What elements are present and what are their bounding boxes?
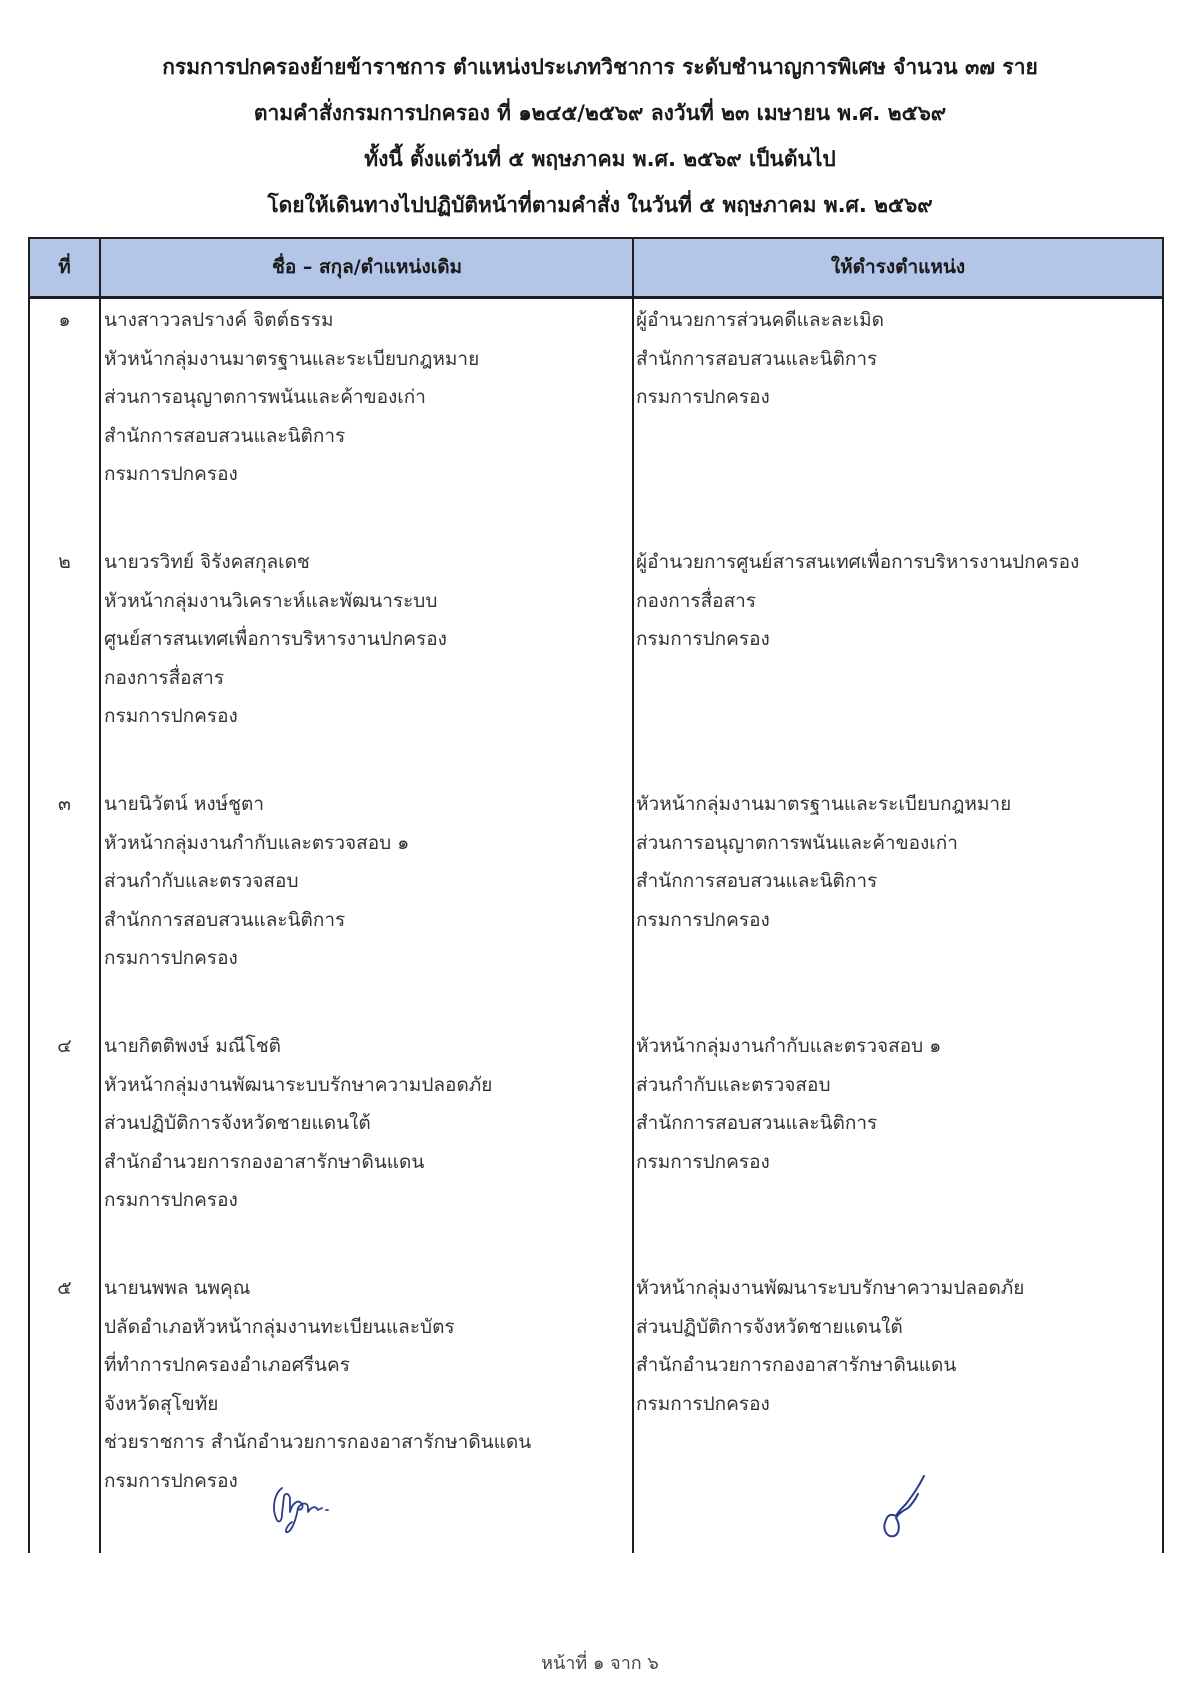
row-number: ๓ (58, 793, 71, 815)
old-position-line: สำนักอำนวยการกองอาสารักษาดินแดน (104, 1150, 425, 1173)
old-position-line: ช่วยราชการ สำนักอำนวยการกองอาสารักษาดินแดน (104, 1431, 532, 1453)
person-name: นายนพพล นพคุณ (104, 1277, 251, 1299)
person-name: นางสาววลปรางค์ จิตต์ธรรม (104, 309, 334, 331)
old-position-line: ส่วนการอนุญาตการพนันและค้าของเก่า (104, 386, 426, 408)
old-position-line: หัวหน้ากลุ่มงานพัฒนาระบบรักษาความปลอดภัย (104, 1073, 493, 1096)
new-position-line: กองการสื่อสาร (636, 589, 757, 612)
new-position-line: หัวหน้ากลุ่มงานกำกับและตรวจสอบ ๑ (636, 1035, 942, 1057)
person-name: นายนิวัตน์ หงษ์ชูตา (104, 793, 265, 815)
new-position-cell (636, 783, 1011, 939)
heading-line-1: กรมการปกครองย้ายข้าราชการ ตำแหน่งประเภทวิชาการ ระดับชำนาญการพิเศษ จำนวน ๓๗ ราย (162, 55, 1038, 79)
old-position-line: กรมการปกครอง (104, 1469, 238, 1492)
new-position-line: ผู้อำนวยการส่วนคดีและละเมิด (636, 309, 884, 331)
new-position-cell (636, 1267, 1024, 1423)
new-position-line: สำนักการสอบสวนและนิติการ (636, 1112, 878, 1134)
new-position-line: กรมการปกครอง (636, 386, 770, 408)
old-position-line: กรมการปกครอง (104, 463, 238, 485)
old-position-line: หัวหน้ากลุ่มงานวิเคราะห์และพัฒนาระบบ (104, 589, 438, 612)
heading-line-3: ทั้งนี้ ตั้งแต่วันที่ ๕ พฤษภาคม พ.ศ. ๒๕๖๙ เป็นต้นไป (364, 147, 836, 171)
row-number: ๑ (58, 309, 71, 331)
old-position-line: ปลัดอำเภอหัวหน้ากลุ่มงานทะเบียนและบัตร (104, 1315, 455, 1338)
table-body (30, 299, 1162, 1567)
person-name: นายวรวิทย์ จิรังคสกุลเดช (104, 551, 310, 573)
old-position-cell (104, 299, 479, 494)
new-position-cell (636, 1025, 941, 1181)
old-position-cell (104, 1267, 531, 1500)
old-position-line: หัวหน้ากลุ่มงานมาตรฐานและระเบียบกฎหมาย (104, 347, 480, 370)
table-row (30, 541, 1162, 783)
heading-line-4: โดยให้เดินทางไปปฏิบัติหน้าที่ตามคำสั่ง ในวันที่ ๕ พฤษภาคม พ.ศ. ๒๕๖๙ (267, 193, 933, 217)
old-position-line: สำนักการสอบสวนและนิติการ (104, 424, 346, 447)
new-position-cell (636, 299, 884, 417)
table-row (30, 1267, 1162, 1567)
table-row (30, 299, 1162, 541)
old-position-line: จังหวัดสุโขทัย (104, 1392, 219, 1415)
old-position-line: หัวหน้ากลุ่มงานกำกับและตรวจสอบ ๑ (104, 831, 410, 854)
row-number: ๕ (57, 1277, 72, 1299)
document-heading (0, 44, 1200, 228)
row-number: ๒ (58, 551, 71, 573)
old-position-line: กองการสื่อสาร (104, 666, 225, 689)
old-position-cell (104, 1025, 492, 1220)
new-position-line: กรมการปกครอง (636, 628, 770, 650)
new-position-cell (636, 541, 1079, 659)
old-position-line: ส่วนกำกับและตรวจสอบ (104, 870, 299, 892)
page-number-footer: หน้าที่ ๑ จาก ๖ (541, 1653, 659, 1674)
new-position-line: สำนักการสอบสวนและนิติการ (636, 870, 878, 892)
old-position-line: ส่วนปฏิบัติการจังหวัดชายแดนใต้ (104, 1112, 371, 1134)
new-position-line: ส่วนกำกับและตรวจสอบ (636, 1073, 831, 1096)
new-position-line: กรมการปกครอง (636, 1150, 770, 1173)
table-header (28, 237, 1164, 299)
column-header-old-position: ชื่อ – สกุล/ตำแหน่งเดิม (271, 256, 463, 278)
handwritten-signature-right (868, 1468, 948, 1552)
new-position-line: ผู้อำนวยการศูนย์สารสนเทศเพื่อการบริหารงานปกครอง (636, 551, 1080, 573)
new-position-line: หัวหน้ากลุ่มงานพัฒนาระบบรักษาความปลอดภัย (636, 1277, 1025, 1299)
old-position-cell (104, 783, 409, 978)
row-number: ๔ (57, 1035, 72, 1057)
new-position-line: กรมการปกครอง (636, 1392, 770, 1415)
old-position-line: สำนักการสอบสวนและนิติการ (104, 908, 346, 931)
old-position-line: ศูนย์สารสนเทศเพื่อการบริหารงานปกครอง (104, 628, 447, 650)
column-header-number: ที่ (58, 256, 71, 278)
new-position-line: ส่วนปฏิบัติการจังหวัดชายแดนใต้ (636, 1315, 903, 1338)
person-name: นายกิตติพงษ์ มณีโชติ (104, 1035, 281, 1057)
new-position-line: ส่วนการอนุญาตการพนันและค้าของเก่า (636, 831, 958, 854)
old-position-line: กรมการปกครอง (104, 947, 238, 969)
old-position-cell (104, 541, 447, 736)
new-position-line: กรมการปกครอง (636, 908, 770, 931)
new-position-line: สำนักการสอบสวนและนิติการ (636, 347, 878, 370)
old-position-line: กรมการปกครอง (104, 705, 238, 727)
new-position-line: สำนักอำนวยการกองอาสารักษาดินแดน (636, 1354, 957, 1376)
old-position-line: กรมการปกครอง (104, 1189, 238, 1211)
table-row (30, 783, 1162, 1025)
handwritten-initials-left (268, 1478, 358, 1542)
new-position-line: หัวหน้ากลุ่มงานมาตรฐานและระเบียบกฎหมาย (636, 793, 1012, 815)
transfer-table (28, 237, 1164, 1553)
heading-line-2: ตามคำสั่งกรมการปกครอง ที่ ๑๒๔๕/๒๕๖๙ ลงวันที่ ๒๓ เมษายน พ.ศ. ๒๕๖๙ (253, 101, 947, 125)
table-row (30, 1025, 1162, 1267)
old-position-line: ที่ทำการปกครองอำเภอศรีนคร (104, 1354, 350, 1376)
column-header-new-position: ให้ดำรงตำแหน่ง (830, 256, 966, 278)
